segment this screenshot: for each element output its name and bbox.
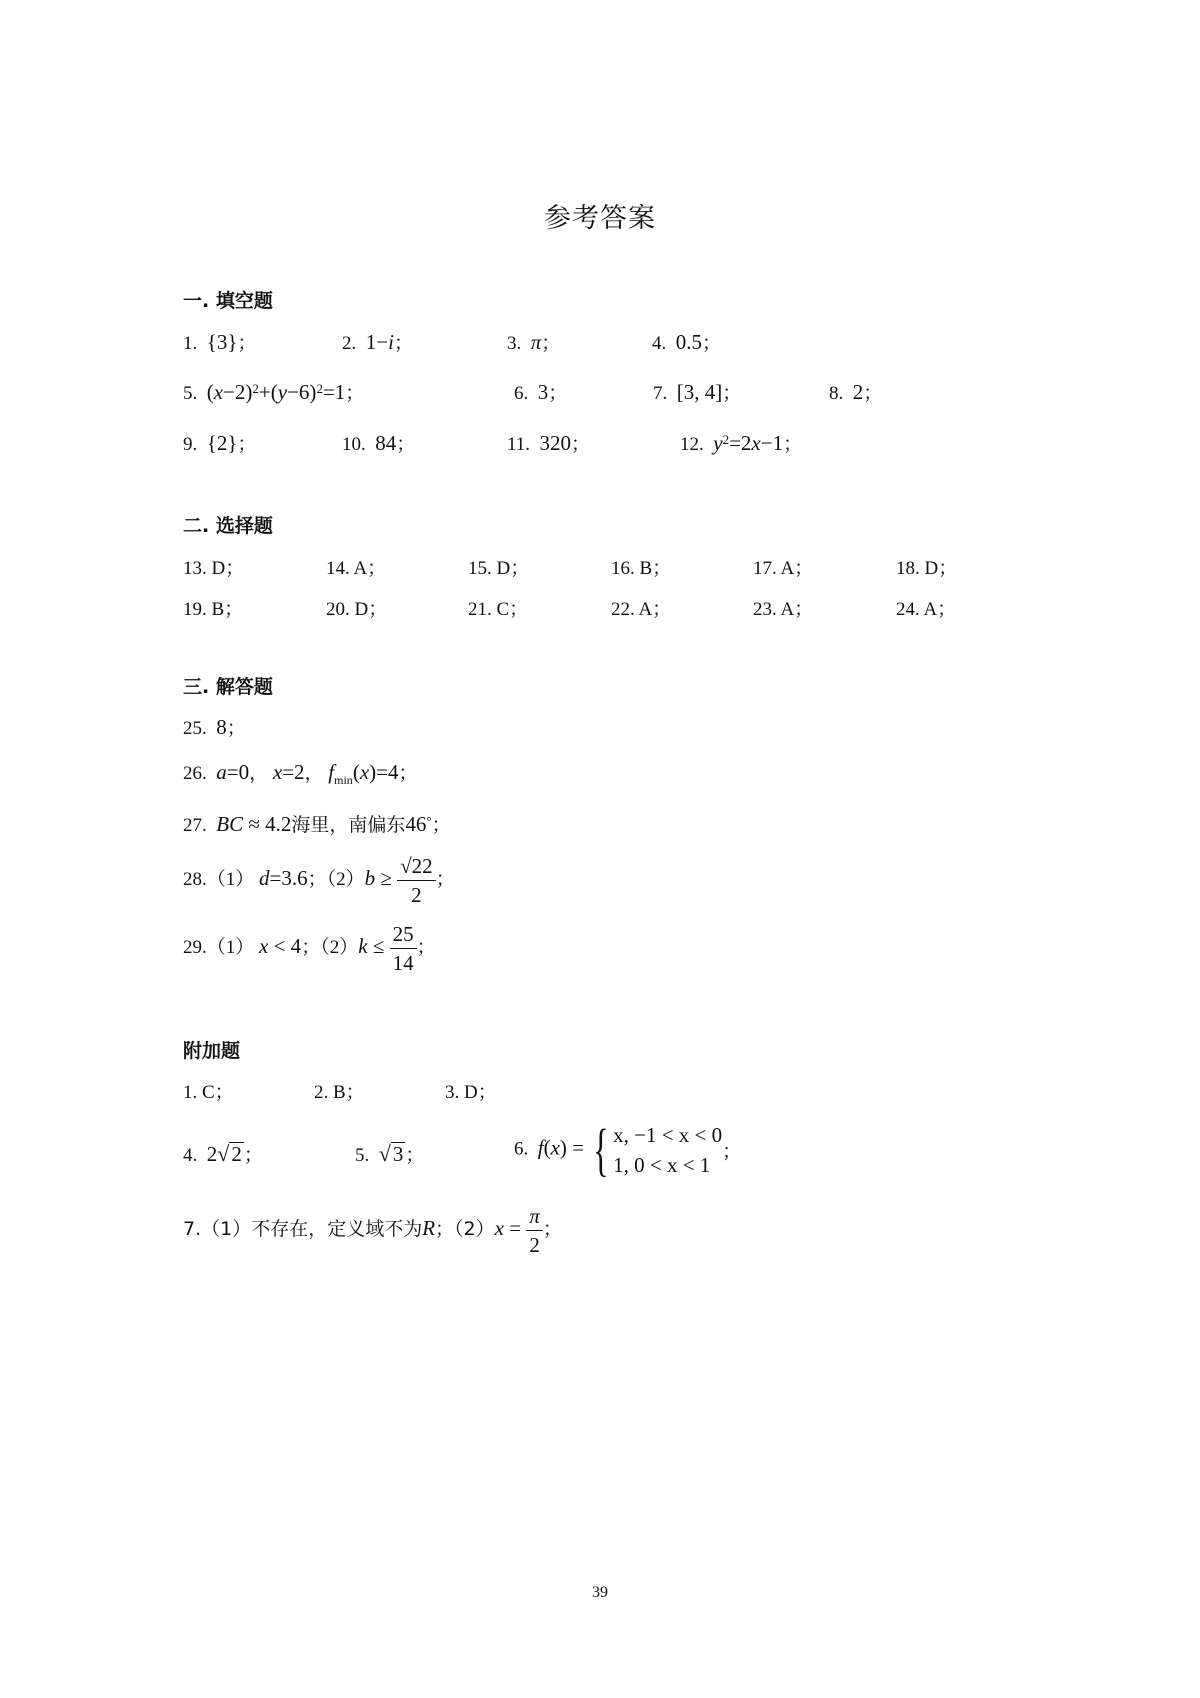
choice-15: 15. D；	[468, 558, 530, 579]
answer-26: 26. a=0， x=2， $f_{min}(x)=4$；	[183, 760, 418, 788]
choice-18: 18. D；	[896, 558, 958, 579]
fraction-sqrt22-over-2: $\frac{√22}{2}$	[397, 852, 436, 909]
answer-7: 7. [3, 4]；	[653, 380, 742, 404]
answer-3: 3. π；	[507, 330, 561, 354]
answer-12: 12. $y^2=2x-1$；	[680, 431, 803, 455]
choice-21: 21. C；	[468, 599, 529, 620]
fraction-25-over-14: $\frac{25}{14}$	[390, 920, 417, 977]
section-fill-in: 一. 填空题	[183, 290, 273, 312]
answer-4: 4. 0.5；	[652, 330, 722, 354]
answer-10: 10. 84；	[342, 431, 416, 455]
piecewise-cases: x, −1 < x < 0 1, 0 < x < 1	[613, 1123, 723, 1177]
choice-13: 13. D；	[183, 558, 245, 579]
answer-28: 28.（1） d=3.6；（2）b ≥ $\frac{√22}{2}$ ；	[183, 854, 455, 907]
section-extra: 附加题	[183, 1040, 241, 1062]
fraction-pi-over-2: $\frac{\pi}{2}$	[526, 1202, 543, 1259]
answer-29: 29.（1） x < 4；（2）k ≤ $\frac{25}{14}$ ；	[183, 922, 436, 975]
extra-1: 1. C；	[183, 1082, 234, 1103]
choice-24: 24. A；	[896, 599, 957, 620]
choice-20: 20. D；	[326, 599, 388, 620]
choice-14: 14. A；	[326, 558, 387, 579]
choice-19: 19. B；	[183, 599, 244, 620]
extra-4: 4. 2√2 ；	[183, 1141, 263, 1166]
answer-9: 9. {2}；	[183, 431, 257, 455]
answer-1: 1. {3}；	[183, 330, 257, 354]
section-solve: 三. 解答题	[183, 676, 273, 698]
answer-25: 25. 8；	[183, 715, 246, 739]
choice-22: 22. A；	[611, 599, 672, 620]
answer-27: 27. BC ≈ 4.2海里，南偏东46°；	[183, 812, 451, 836]
extra-2: 2. B；	[314, 1082, 365, 1103]
extra-7: 7.（1）不存在，定义域不为R；（2）x = $\frac{\pi}{2}$ ；	[183, 1204, 562, 1257]
page-number: 39	[592, 1584, 608, 1601]
choice-16: 16. B；	[611, 558, 672, 579]
extra-6: 6. f(x) = { x, −1 < x < 0 1, 0 < x < 1 ；	[514, 1117, 742, 1182]
choice-17: 17. A；	[753, 558, 814, 579]
extra-5: 5. √3 ；	[355, 1141, 425, 1166]
answer-5: 5. $(x-2)^2+(y-6)^2=1$；	[183, 380, 365, 404]
answer-8: 8. 2；	[829, 380, 883, 404]
choice-23: 23. A；	[753, 599, 814, 620]
page-title: 参考答案	[544, 203, 656, 234]
answer-11: 11. 320；	[507, 431, 591, 455]
answer-6: 6. 3；	[514, 380, 568, 404]
section-choice: 二. 选择题	[183, 515, 273, 537]
extra-3: 3. D；	[445, 1082, 497, 1103]
answer-2: 2. 1−i；	[342, 330, 413, 354]
left-brace: {	[593, 1117, 609, 1182]
